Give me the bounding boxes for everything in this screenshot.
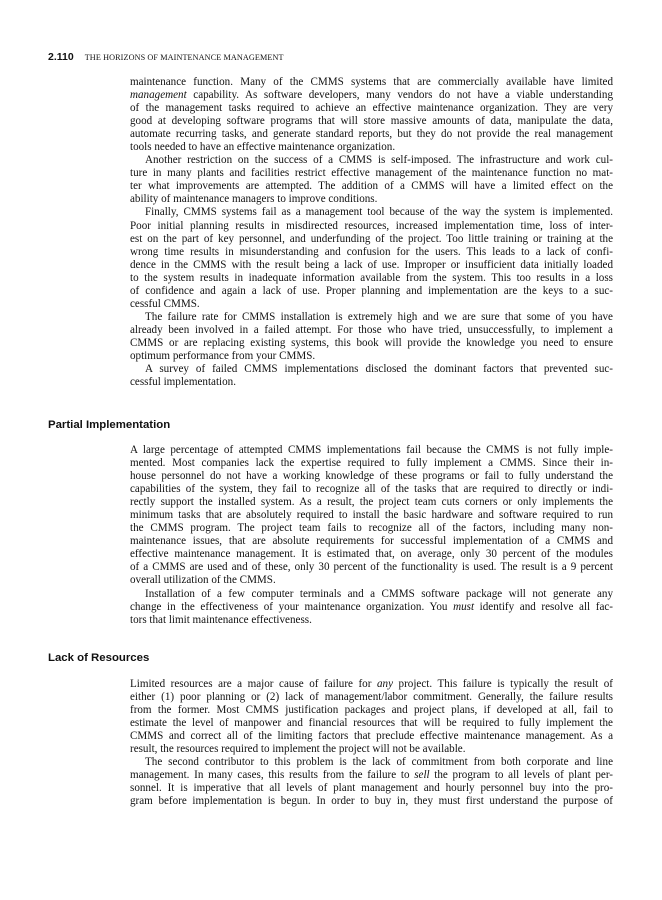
text-line [130, 311, 613, 324]
section-heading-partial-implementation: Partial Implementation [48, 419, 171, 431]
text-segment: optimum performance from your CMMS. [130, 349, 316, 362]
book-title: THE HORIZONS OF MAINTENANCE MANAGEMENT [84, 53, 284, 62]
text-segment: Poor initial planning results in misdirected resources, increased implementation time, loss of inter- [130, 219, 613, 232]
text-segment: ability of maintenance managers to improve conditions. [130, 193, 378, 206]
text-segment: CMMS or are replacing existing systems, this book will provide the knowledge you need to ensure [130, 336, 613, 349]
text-line [130, 246, 613, 259]
text-segment: of confidence and again a lack of use. Proper planning and implementation are the keys to a suc- [130, 284, 613, 297]
text-segment: automate recurring tasks, and generate standard reports, but they do not provide the real management [130, 128, 613, 141]
text-line [130, 588, 613, 601]
text-segment: A survey of failed CMMS implementations disclosed the dominant factors that prevented suc- [145, 363, 613, 376]
text-segment: est on the part of key personnel, and underfunding of the project. Too little training or training at the [130, 232, 613, 245]
italic-text: any [376, 678, 393, 690]
text-segment: the CMMS program. The project team fails to recognize all of the factors, including many non- [130, 522, 613, 535]
running-header [48, 47, 284, 65]
text-segment: effective maintenance management. It is estimated that, on average, only 30 percent of the modules [130, 548, 613, 561]
text-line [130, 730, 613, 743]
text-line [130, 548, 613, 561]
text-segment: good at developing software programs that will store massive amounts of data, manipulate the data, [130, 115, 613, 128]
text-segment: wrong time results in misunderstanding and confusion for the users. This leads to a lack of confi- [130, 245, 613, 258]
text-line [130, 601, 613, 614]
text-segment: mented. Most companies lack the expertise required to fully implement a CMMS. Since their in- [130, 457, 613, 470]
text-segment: change in the effectiveness of your maintenance organization. You [130, 600, 454, 613]
text-segment: overall utilization of the CMMS. [130, 574, 276, 587]
text-segment: gram before implementation is begun. In order to buy in, they must first understand the purpose of [130, 795, 613, 808]
text-segment: Finally, CMMS systems fail as a management tool because of the way the system is implemented. [145, 206, 613, 219]
text-line [130, 180, 613, 193]
text-segment: cessful CMMS. [130, 297, 200, 310]
text-line [130, 509, 613, 522]
text-line [130, 206, 613, 219]
text-line [130, 272, 613, 285]
text-segment: identify and resolve all fac- [474, 600, 613, 613]
text-line [130, 782, 613, 795]
text-line [130, 376, 613, 389]
italic-text: must [453, 600, 475, 613]
text-line [130, 795, 613, 808]
text-segment: of a CMMS are used and of these, only 30 percent of the functionality is used. The result is a 9 percent [130, 561, 613, 574]
text-segment: already been involved in a failed attempt. For those who have tried, unsuccessfully, to implement a [130, 323, 613, 336]
text-line [130, 483, 613, 496]
italic-text: management [130, 89, 187, 102]
text-line [130, 704, 613, 717]
text-line [130, 691, 613, 704]
text-segment: house personnel do not have a working knowledge of these programs or fail to fully understand the [130, 470, 613, 483]
text-line [130, 76, 613, 89]
text-segment: result, the resources required to implement the project will not be available. [130, 743, 466, 756]
text-line [130, 233, 613, 246]
page-number: 2.110 [48, 51, 74, 63]
text-segment: cessful implementation. [130, 376, 236, 389]
text-line [130, 522, 613, 535]
text-segment: of the management tasks required to achieve an effective maintenance organization. They are very [130, 102, 613, 115]
text-segment: project. This failure is typically the result of [393, 678, 614, 690]
text-segment: ture in many plants and facilities restrict effective management of the maintenance function no mat- [130, 167, 613, 180]
text-segment: sonnel. It is imperative that all levels of plant management and hourly personnel buy into the pro- [130, 782, 613, 795]
text-segment: capabilities of the system, they fail to recognize all of the tasks that are required to directly or indi- [130, 483, 613, 496]
text-line [130, 717, 613, 730]
text-segment: Another restriction on the success of a CMMS is self-imposed. The infrastructure and work cul- [145, 154, 613, 167]
text-line [130, 614, 613, 627]
text-line [130, 743, 613, 756]
text-segment: maintenance function. Many of the CMMS systems that are commercially available have limited [130, 76, 613, 88]
text-segment: rectly support the installed system. As a result, the project team cuts corners or only implements the [130, 496, 613, 509]
text-line [130, 337, 613, 350]
text-line [130, 535, 613, 548]
text-segment: the program to all levels of plant per- [429, 769, 613, 782]
text-line [130, 574, 613, 587]
text-segment: tors that limit maintenance effectiveness. [130, 613, 312, 626]
text-line [130, 259, 613, 272]
text-segment: to the system results in inadequate information available from the system. This too results in a loss [130, 271, 613, 284]
text-line [130, 457, 613, 470]
text-line [130, 756, 613, 769]
text-line [130, 102, 613, 115]
text-line [130, 220, 613, 233]
text-line [130, 561, 613, 574]
text-line [130, 496, 613, 509]
text-line [130, 141, 613, 154]
text-segment: Limited resources are a major cause of failure for [130, 678, 377, 690]
text-segment: tools needed to have an effective maintenance organization. [130, 141, 396, 154]
text-line [130, 324, 613, 337]
text-segment: minimum tasks that are absolutely required to install the basic hardware and software required to run [130, 509, 613, 522]
text-line [130, 350, 613, 363]
intro-text-block [130, 76, 613, 389]
text-line [130, 285, 613, 298]
text-segment: either (1) poor planning or (2) lack of management/labor commitment. Generally, the failure results [130, 691, 613, 704]
text-line [130, 115, 613, 128]
text-segment: maintenance issues, that are absolute requirements for successful implementation of a CMMS and [130, 535, 613, 548]
section-heading-lack-of-resources: Lack of Resources [48, 652, 150, 664]
text-segment: A large percentage of attempted CMMS implementations fail because the CMMS is not fully imple- [130, 444, 613, 456]
text-segment: ter what improvements are attempted. The addition of a CMMS will have a limited effect on the [130, 180, 613, 193]
text-line [130, 154, 613, 167]
text-segment: capability. As software developers, many vendors do not have a viable understanding [186, 89, 613, 102]
text-segment: estimate the level of manpower and financial resources that will be required to fully implement the [130, 717, 613, 730]
text-line [130, 167, 613, 180]
text-segment: management. In many cases, this results from the failure to [130, 769, 415, 782]
text-segment: CMMS and correct all of the limiting factors that preclude effective maintenance management. As a [130, 730, 613, 743]
text-line [130, 128, 613, 141]
text-line [130, 444, 613, 457]
text-segment: dence in the CMMS with the result being a lack of use. Improper or insufficient data initially loaded [130, 258, 613, 271]
text-segment: from the former. Most CMMS justification packages and project plans, if developed at all, fail to [130, 704, 613, 717]
italic-text: sell [414, 769, 430, 782]
text-line [130, 363, 613, 376]
text-segment: The second contributor to this problem is the lack of commitment from both corporate and line [145, 756, 613, 769]
lack-of-resources-text-block [130, 678, 613, 808]
text-line [130, 678, 613, 691]
partial-implementation-text-block [130, 444, 613, 627]
text-line [130, 298, 613, 311]
text-line [130, 193, 613, 206]
text-line [130, 89, 613, 102]
text-line [130, 769, 613, 782]
text-segment: The failure rate for CMMS installation is extremely high and we are sure that some of you have [145, 310, 613, 323]
text-line [130, 470, 613, 483]
text-segment: Installation of a few computer terminals and a CMMS software package will not generate any [145, 587, 613, 600]
